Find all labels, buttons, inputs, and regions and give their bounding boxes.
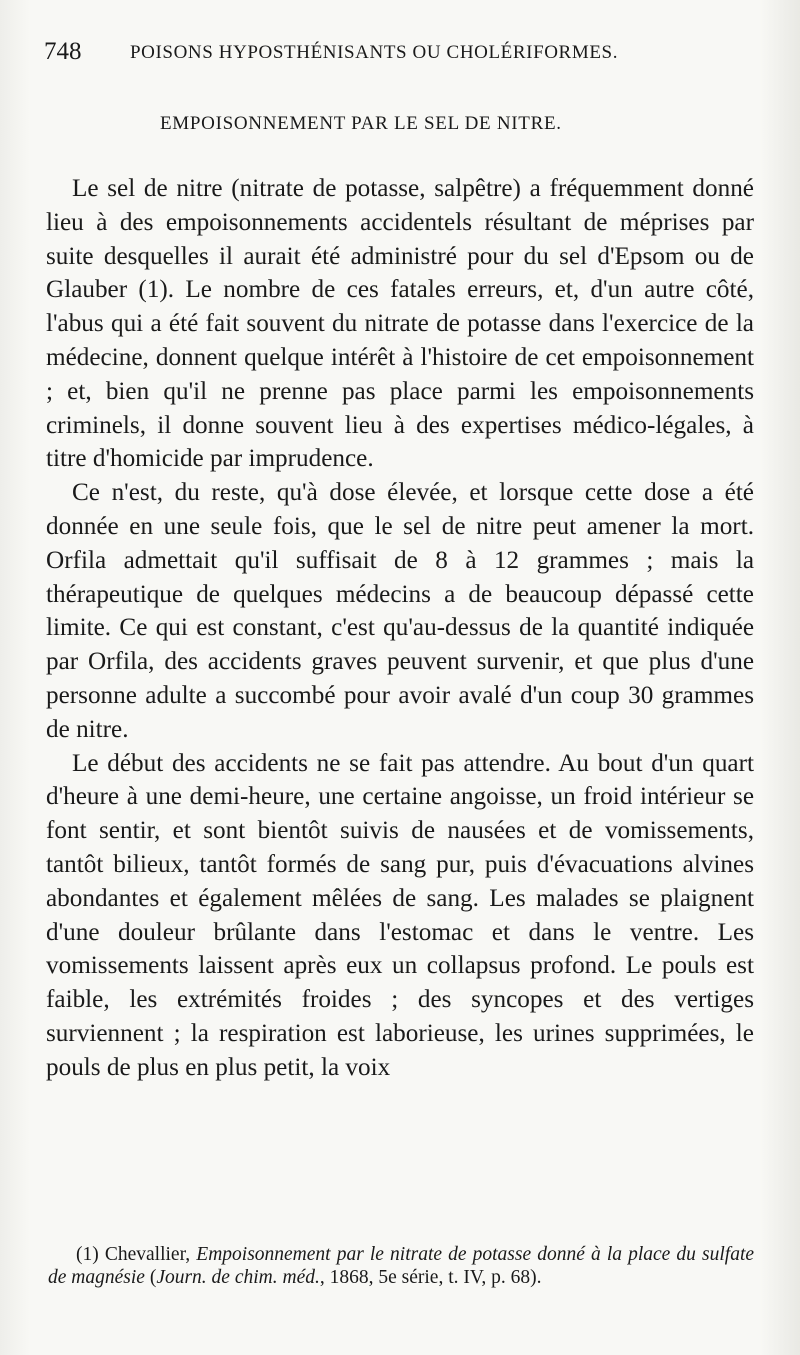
paragraph-2: Ce n'est, du reste, qu'à dose élevée, et lorsque cette dose a été donnée en une seule fois, que le sel de nitre peut amener la mort. Orfila admettait qu'il suffisait de 8 à 12 grammes ; mais la thérapeutique de quelques médecins a de beaucoup dépassé cette limite. Ce qui est constant, c'est qu'au-dessus de la quantité indiquée par Orfila, des accidents graves peuvent survenir, et que plus d'une personne adulte a succombé pour avoir avalé d'un coup 30 grammes de nitre. [46, 479, 754, 743]
running-title: POISONS HYPOSTHÉNISANTS OU CHOLÉRIFORMES. [130, 42, 619, 63]
footnote [48, 1243, 754, 1289]
section-title: EMPOISONNEMENT PAR LE SEL DE NITRE. [160, 113, 562, 134]
paragraph-3: Le début des accidents ne se fait pas attendre. Au bout d'un quart d'heure à une demi-heure, une certaine angoisse, un froid intérieur se font sentir, et sont bientôt suivis de nausées et de vomissements, tantôt bilieux, tantôt formés de sang pur, puis d'évacuations alvines abondantes et également mêlées de sang. Les malades se plaignent d'une douleur brûlante dans l'estomac et dans le ventre. Les vomissements laissent après eux un collapsus profond. Le pouls est faible, les extrémités froides ; des syncopes et des vertiges surviennent ; la respiration est laborieuse, les urines supprimées, le pouls de plus en plus petit, la voix [46, 749, 754, 1081]
footnote-open-paren: ( [149, 1267, 157, 1288]
footnote-rest: , 1868, 5e série, t. IV, p. 68). [319, 1267, 542, 1288]
paragraph-1: Le sel de nitre (nitrate de potasse, salpêtre) a fréquemment donné lieu à des empoisonnements accidentels résultant de méprises par suite desquelles il aurait été administré pour du sel d'Epsom ou de Glauber (1). Le nombre de ces fatales erreurs, et, d'un autre côté, l'abus qui a été fait souvent du nitrate de potasse dans l'exercice de la médecine, donnent quelque intérêt à l'histoire de cet empoisonnement ; et, bien qu'il ne prenne pas place parmi les empoisonnements criminels, il donne souvent lieu à des expertises médico-légales, à titre d'homicide par imprudence. [46, 175, 754, 473]
footnote-journal: Journ. de chim. méd. [156, 1267, 320, 1288]
running-header [44, 38, 744, 72]
page-number: 748 [44, 38, 82, 65]
footnote-author: Chevallier, [104, 1244, 191, 1265]
footnote-marker: (1) [76, 1244, 99, 1265]
footnote-title: Empoisonnement par le nitrate de potasse donné à la place du sulfate de magnésie [48, 1244, 755, 1288]
body-text [46, 172, 754, 1085]
